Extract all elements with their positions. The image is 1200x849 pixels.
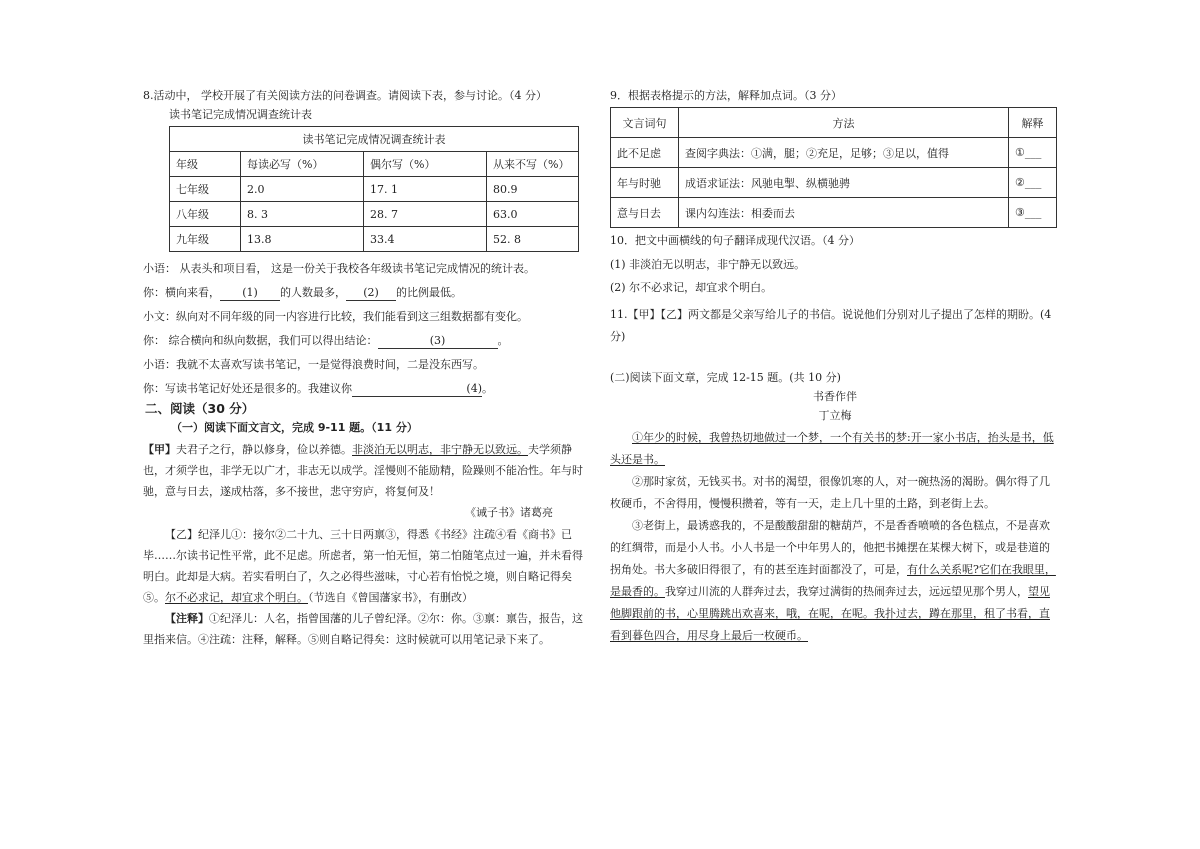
q9-title: 9．根据表格提示的方法，解释加点词。（3 分） [610, 89, 842, 102]
yi-passage [143, 524, 585, 608]
table-row [611, 168, 1057, 198]
table-cell: 13.8 [241, 227, 364, 252]
table-row [611, 198, 1057, 228]
dialogue-line-3: 小文：纵向对不同年级的同一内容进行比较，我们能看到这三组数据都有变化。 [143, 310, 528, 323]
table-row [170, 227, 579, 252]
blank-4: (4) [352, 381, 482, 397]
dialogue-line-5: 小语：我就不太喜欢写读书笔记，一是觉得浪费时间，二是没东西写。 [143, 358, 484, 371]
table-header-row [170, 152, 579, 177]
table-header-cell: 从来不写（%） [487, 152, 579, 177]
dialogue-line-6 [143, 381, 585, 397]
section-b-title: (二)阅读下面文章，完成 12-15 题。(共 10 分) [610, 370, 841, 384]
dialogue-text: 的比例最低。 [396, 285, 462, 299]
dialogue-text: 你：横向来看， [143, 285, 220, 299]
table-cell: 课内勾连法：相委而去 [679, 198, 1009, 228]
dialogue-line-1: 小语： 从表头和项目看， 这是一份关于我校各年级读书笔记完成情况的统计表。 [143, 262, 535, 275]
table-header-row [611, 108, 1057, 138]
para-1-text: ①年少的时候，我曾热切地做过一个梦，一个有关书的梦:开一家小书店，抬头是书，低头还是书。 [610, 430, 1054, 466]
q8-table-caption-outer: 读书笔记完成情况调查统计表 [169, 108, 312, 121]
notes [143, 608, 585, 650]
table-row [170, 177, 579, 202]
answer-blank[interactable]: ③___ [1009, 198, 1057, 228]
left-column [143, 88, 585, 650]
table-header-cell: 解释 [1009, 108, 1057, 138]
jia-source: 《诫子书》诸葛亮 [465, 505, 553, 519]
stats-table [169, 126, 579, 252]
dialogue-text: 。 [482, 381, 493, 395]
q10-s1: (1) 非淡泊无以明志，非宁静无以致远。 [610, 257, 806, 271]
answer-blank[interactable]: ②___ [1009, 168, 1057, 198]
table-header-cell: 每读必写（%） [241, 152, 364, 177]
table-cell: 查阅字典法：①满，腿；②充足，足够；③足以，值得 [679, 138, 1009, 168]
para-2: ②那时家贫，无钱买书。对书的渴望，很像饥寒的人，对一碗热汤的渴盼。偶尔得了几枚硬币，不舍得用，慢慢积攒着，等有一天，走上几十里的土路，到老街上去。 [610, 474, 1050, 510]
table-cell: 2.0 [241, 177, 364, 202]
note-label: 【注释】 [165, 611, 209, 625]
table-header-cell: 年级 [170, 152, 241, 177]
jia-underlined: 非淡泊无以明志，非宁静无以致远。 [352, 442, 528, 456]
table-header-cell: 文言词句 [611, 108, 679, 138]
stats-table-caption: 读书笔记完成情况调查统计表 [170, 127, 579, 152]
table-cell: 成语求证法：风驰电掣、纵横驰骋 [679, 168, 1009, 198]
para-3-underlined: 望见他脚跟前的书，心里腾跳出欢喜来，哦，在呢，在呢。我扑过去，蹲在那里，租了书看，直看到暮色四合， [610, 584, 1050, 642]
dialogue-text: 的人数最多， [280, 285, 346, 299]
section-2-title: 二、阅读（30 分） [145, 400, 255, 416]
note-text: ①纪泽儿：人名，指曾国藩的儿子曾纪泽。②尔：你。③禀：禀告，报告，这里指来信。④注疏：注释，解释。⑤则自略记得矣：这时候就可以用笔记录下来了。 [143, 611, 583, 646]
table-cell: 年与时驰 [611, 168, 679, 198]
table-cell: 九年级 [170, 227, 241, 252]
blank-3: (3) [378, 333, 498, 349]
dialogue-line-2 [143, 285, 585, 301]
table-cell: 80.9 [487, 177, 579, 202]
dialogue-text: 你：写读书笔记好处还是很多的。我建议你 [143, 381, 352, 395]
section-2-sub1: （一）阅读下面文言文，完成 9-11 题。（11 分） [171, 420, 418, 434]
para-3-underlined: 有什么关系呢?它们在我眼里，是最香的。 [610, 562, 1056, 598]
right-column [610, 88, 1060, 647]
article-title: 书香作伴 [813, 389, 857, 403]
table-cell: 17. 1 [364, 177, 487, 202]
yi-text: 【乙】纪泽儿①：接尔②二十九、三十日两禀③，得悉《书经》注疏④看《商书》已毕……尔读书记性平常，此不足虑。所虑者，第一怕无恒，第二怕随笔点过一遍，并未看得明白。此却是大病。若实看明白了，久之必得些滋味，寸心若有怡悦之境，则自略记得矣⑤。 [143, 527, 583, 604]
jia-text: 夫学须静也，才须学也，非学无以广才，非志无以成学。淫慢则不能励精，险躁则不能冶性。年与时驰，意与日去，遂成枯落，多不接世，悲守穷庐，将复何及！ [143, 442, 583, 498]
table-row [611, 138, 1057, 168]
dialogue-text: 你： 综合横向和纵向数据，我们可以得出结论： [143, 333, 378, 347]
para-3-text: ③老街上，最诱惑我的，不是酸酸甜甜的糖葫芦，不是香香喷喷的各色糕点，不是喜欢的红绸带，而是小人书。小人书是一个中年男人的，他把书摊摆在某棵大树下，或是巷道的拐角处。书大多破旧得很了，有的甚至连封面都没了，可是， [610, 518, 1050, 576]
para-3 [610, 515, 1060, 647]
jia-label: 【甲】 [143, 442, 176, 456]
table-cell: 七年级 [170, 177, 241, 202]
q10-s2: (2) 尔不必求记，却宜求个明白。 [610, 281, 773, 294]
q11-title: 11.【甲】【乙】两文都是父亲写给儿子的书信。说说他们分别对儿子提出了怎样的期盼。(4 分) [610, 307, 1052, 343]
answer-blank[interactable]: ①___ [1009, 138, 1057, 168]
article-author: 丁立梅 [818, 408, 852, 422]
para-3-text: 我穿过川流的人群奔过去，我穿过满街的热闹奔过去，远远望见那个男人， [665, 584, 1028, 598]
q10-title: 10．把文中画横线的句子翻译成现代汉语。（4 分） [610, 234, 860, 247]
dialogue-text: 。 [497, 333, 509, 347]
table-cell: 33.4 [364, 227, 487, 252]
table-row [170, 202, 579, 227]
yi-text: （节选自《曾国藩家书》，有删改） [308, 590, 473, 604]
table-cell: 八年级 [170, 202, 241, 227]
table-header-cell: 偶尔写（%） [364, 152, 487, 177]
method-table [610, 107, 1057, 228]
dialogue-line-4 [143, 333, 585, 349]
table-cell: 28. 7 [364, 202, 487, 227]
yi-underlined: 尔不必求记，却宜求个明白。 [165, 590, 308, 604]
table-cell: 此不足虑 [611, 138, 679, 168]
table-header-cell: 方法 [679, 108, 1009, 138]
jia-text: 夫君子之行，静以修身，俭以养德。 [176, 442, 352, 456]
jia-passage [143, 439, 585, 502]
table-cell: 意与日去 [611, 198, 679, 228]
table-cell: 63.0 [487, 202, 579, 227]
para-1 [610, 427, 1060, 471]
q8-title: 8.活动中， 学校开展了有关阅读方法的问卷调查。请阅读下表，参与讨论。（4 分） [143, 89, 547, 102]
table-cell: 8. 3 [241, 202, 364, 227]
para-3-underlined: 用尽身上最后一枚硬币。 [687, 628, 808, 642]
table-cell: 52. 8 [487, 227, 579, 252]
blank-1: (1) [220, 285, 280, 301]
blank-2: (2) [346, 285, 396, 301]
